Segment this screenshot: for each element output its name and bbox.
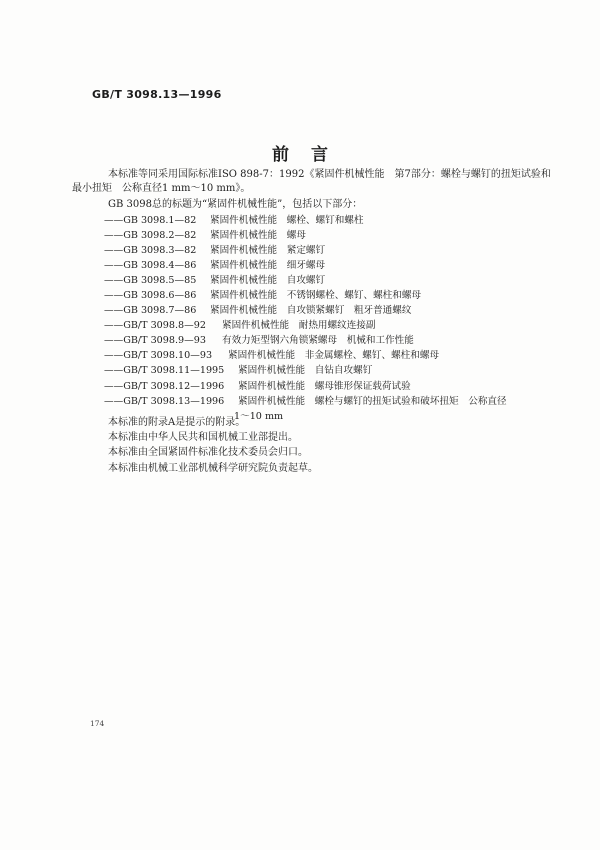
part-title: 紧固件机械性能 自钻自攻螺钉 <box>238 365 373 377</box>
page-title: 前言 <box>272 145 350 165</box>
list-item <box>104 303 544 318</box>
parts-list-lead: GB 3098总的标题为“紧固件机械性能”，包括以下部分： <box>108 199 363 210</box>
part-code: ——GB/T 3098.10—93 <box>104 350 213 362</box>
proposer-note: 本标准由中华人民共和国机械工业部提出。 <box>108 432 298 444</box>
list-item <box>104 273 544 288</box>
part-title: 紧固件机械性能 细牙螺母 <box>210 260 326 272</box>
list-item <box>104 318 544 333</box>
appendix-note: 本标准的附录A是提示的附录。 <box>108 417 246 428</box>
committee-note: 本标准由全国紧固件标准化技术委员会归口。 <box>108 447 308 459</box>
parts-list <box>104 213 544 424</box>
part-code: ——GB 3098.2—82 <box>104 230 197 242</box>
list-item <box>104 288 544 303</box>
intro-line-1: 本标准等同采用国际标准ISO 898-7：1992《紧固件机械性能 第7部分：螺栓与螺钉的扭矩试验和 <box>108 169 551 180</box>
list-item <box>104 258 544 273</box>
list-item <box>104 243 544 258</box>
list-item <box>104 363 544 378</box>
part-code: ——GB/T 3098.13—1996 <box>104 395 225 407</box>
closing-statements <box>108 415 318 476</box>
list-item <box>104 333 544 348</box>
part-code: ——GB/T 3098.12—1996 <box>104 380 225 392</box>
part-code: ——GB 3098.7—86 <box>104 305 197 317</box>
standard-number-header: GB/T 3098.13—1996 <box>92 88 222 101</box>
list-item <box>104 348 544 363</box>
intro-paragraph <box>72 168 551 195</box>
part-code: ——GB/T 3098.8—92 <box>104 320 206 332</box>
part-code: ——GB 3098.1—82 <box>104 215 197 226</box>
part-code: ——GB/T 3098.9—93 <box>104 335 206 347</box>
part-code: ——GB 3098.5—85 <box>104 275 197 287</box>
part-title: 有效力矩型钢六角锁紧螺母 机械和工作性能 <box>222 335 414 347</box>
page-number: 174 <box>90 719 105 728</box>
part-code: ——GB 3098.3—82 <box>104 245 197 257</box>
part-title: 紧固件机械性能 不锈钢螺栓、螺钉、螺柱和螺母 <box>210 290 422 302</box>
list-item <box>104 213 544 228</box>
part-title: 紧固件机械性能 螺母锥形保证载荷试验 <box>238 380 411 392</box>
part-title: 紧固件机械性能 螺母 <box>210 230 306 242</box>
part-title: 紧固件机械性能 螺栓、螺钉和螺柱 <box>210 215 364 226</box>
intro-line-2: 最小扭矩 公称直径1 mm～10 mm》。 <box>72 182 251 194</box>
part-title: 紧固件机械性能 非金属螺栓、螺钉、螺柱和螺母 <box>228 350 440 362</box>
list-item <box>104 394 544 409</box>
part-title: 紧固件机械性能 螺栓与螺钉的扭矩试验和破坏扭矩 公称直径 <box>238 395 507 407</box>
drafter-note: 本标准由机械工业部机械科学研究院负责起草。 <box>108 462 318 474</box>
part-code: ——GB/T 3098.11—1995 <box>104 365 225 377</box>
part-code: ——GB 3098.4—86 <box>104 260 197 272</box>
part-title: 紧固件机械性能 紧定螺钉 <box>210 245 326 257</box>
list-item <box>104 228 544 243</box>
part-title: 紧固件机械性能 耐热用螺纹连接副 <box>222 320 376 332</box>
part-title: 紧固件机械性能 自攻锁紧螺钉 粗牙普通螺纹 <box>210 305 412 317</box>
part-code: ——GB 3098.6—86 <box>104 290 197 302</box>
part-title: 紧固件机械性能 自攻螺钉 <box>210 275 326 287</box>
part-title-continuation: 1～10 mm <box>234 410 284 422</box>
list-item <box>104 379 544 394</box>
